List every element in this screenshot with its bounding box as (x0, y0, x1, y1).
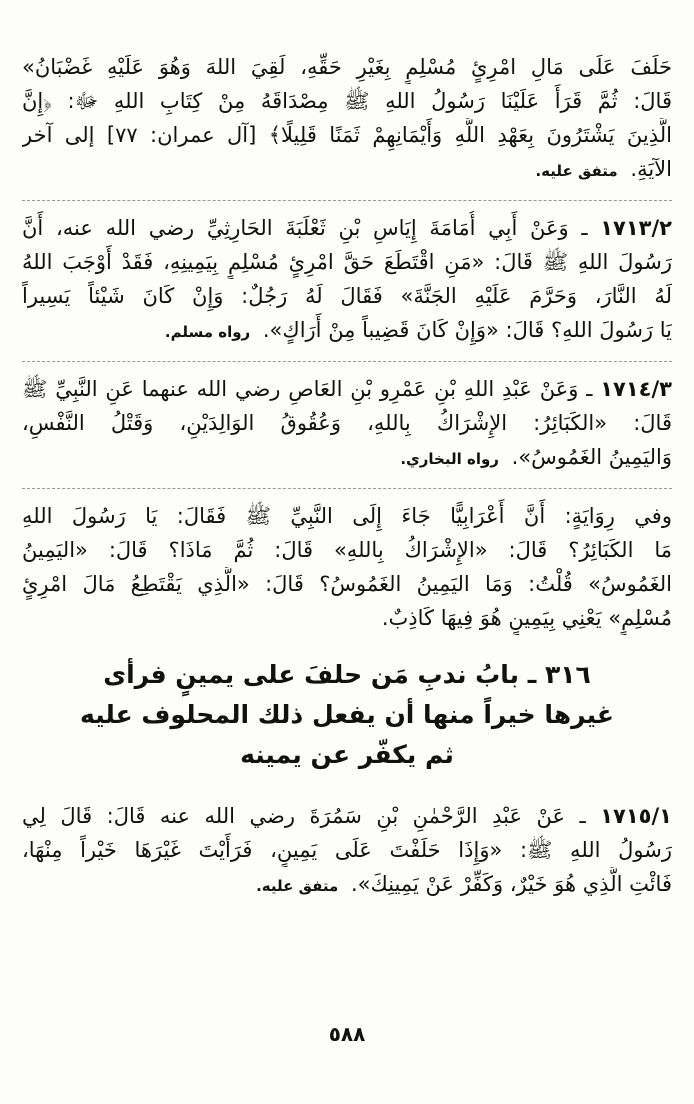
divider (22, 200, 672, 201)
divider (22, 361, 672, 362)
chapter-heading (22, 655, 672, 775)
source-reference: متفق عليه. (256, 877, 339, 895)
text-line (22, 372, 672, 406)
text-line: مُسْلِمٍ» يَعْنِي بِيَمِينٍ هُوَ فِيهَا كَاذِبٌ. (381, 606, 672, 630)
source-reference: رواه البخاري. (400, 450, 499, 468)
text-line (22, 799, 672, 833)
text-line: قَالَ: ثُمَّ قَرَأَ عَلَيْنَا رَسُولُ اللهِ ﷺ مِصْدَاقَهُ مِنْ كِتَابِ اللهِ ﷻ: ﴿إِنَّ (22, 89, 672, 113)
text-fragment: ـ عَنْ عَبْدِ الرَّحْمٰنِ بْنِ سَمُرَةَ رضي الله عنه قَالَ: قَالَ لِي (22, 804, 586, 828)
text-fragment: يَا رَسُولَ اللهِ؟ قَالَ: «وَإِنْ كَانَ قَضِيباً مِنْ أَرَاكٍ». (262, 318, 672, 342)
text-line: وفي رِوَايَةٍ: أَنَّ أَعْرَابِيًّا جَاءَ إِلَى النَّبِيِّ ﷺ فَقَالَ: يَا رَسُولَ اللهِ (22, 504, 672, 528)
text-fragment: ـ وَعَنْ عَبْدِ اللهِ بْنِ عَمْرِو بْنِ العَاصِ رضي الله عنهما عَنِ النَّبِيِّ ﷺ (22, 377, 593, 401)
page-number: ٥٨٨ (328, 1022, 366, 1046)
text-fragment: ـ وَعَنْ أَبِي أُمَامَةَ إِيَاسِ بْنِ ثَعْلَبَةَ الحَارِثِيِّ رضي الله عنه، أَنَّ (22, 216, 588, 240)
text-line: الغَمُوسُ» قُلْتُ: وَمَا اليَمِينُ الغَمُوسُ؟ قَالَ: «الَّذِي يَقْتَطِعُ مَالَ امْرِئٍ (22, 572, 672, 596)
hadith-number: ١٧١٥/١ (600, 804, 672, 828)
text-line (22, 440, 672, 474)
hadith-1715 (22, 799, 672, 901)
text-line (22, 867, 672, 901)
text-line (22, 152, 672, 186)
text-fragment: الآيَةِ. (630, 157, 672, 181)
chapter-heading-line: غيرها خيراً منها أن يفعل ذلك المحلوف عليه (80, 700, 614, 729)
divider (22, 488, 672, 489)
source-reference: متفق عليه. (535, 162, 618, 180)
text-line (22, 211, 672, 245)
text-line: رَسُولَ اللهِ ﷺ قَالَ: «مَنِ اقْتَطَعَ حَقَّ امْرِئٍ مُسْلِمٍ بِيَمِينِهِ، فَقَدْ أَوْجَبَ اللهُ (22, 250, 672, 274)
hadith-number: ١٧١٤/٣ (600, 377, 672, 401)
hadith-continuation (22, 50, 672, 186)
text-line: حَلَفَ عَلَى مَالِ امْرِئٍ مُسْلِمٍ بِغَيْرِ حَقِّهِ، لَقِيَ اللهَ وَهُوَ عَلَيْهِ غَضْبَانُ» (22, 55, 672, 79)
hadith-1713 (22, 211, 672, 347)
text-line: مَا الكَبَائِرُ؟ قَالَ: «الإِشْرَاكُ بِاللهِ» قَالَ: ثُمَّ مَاذَا؟ قَالَ: «اليَمِينُ (22, 538, 672, 562)
hadith-number: ١٧١٣/٢ (600, 216, 672, 240)
text-line: الَّذِينَ يَشْتَرُونَ بِعَهْدِ اللَّهِ وَأَيْمَانِهِمْ ثَمَنًا قَلِيلًا﴾ [آل عمران: ٧٧] إلى آخر (22, 123, 672, 147)
text-line: قَالَ: «الكَبَائِرُ: الإِشْرَاكُ بِاللهِ، وَعُقُوقُ الوَالِدَيْنِ، وَقَتْلُ النَّفْسِ، (22, 411, 672, 435)
text-line (22, 313, 672, 347)
source-reference: رواه مسلم. (164, 323, 251, 341)
text-line: لَهُ النَّارَ، وَحَرَّمَ عَلَيْهِ الجَنَّةَ» فَقَالَ لَهُ رَجُلٌ: وَإِنْ كَانَ شَيْئاً يَسِيراً (22, 284, 672, 308)
chapter-heading-line: ٣١٦ ـ بابُ ندبِ مَن حلفَ على يمينٍ فرأى (103, 660, 591, 689)
hadith-1714 (22, 372, 672, 474)
text-fragment: فَائْتِ الَّذِي هُوَ خَيْرٌ، وَكَفِّرْ عَنْ يَمِينِكَ». (351, 872, 672, 896)
hadith-1714-variant (22, 499, 672, 635)
text-fragment: وَاليَمِينُ الغَمُوسُ». (511, 445, 672, 469)
chapter-heading-line: ثم يكفّر عن يمينه (240, 740, 454, 769)
text-line: رَسُولُ اللهِ ﷺ: «وَإِذَا حَلَفْتَ عَلَى يَمِينٍ، فَرَأَيْتَ غَيْرَهَا خَيْراً مِنْهَا، (22, 838, 672, 862)
